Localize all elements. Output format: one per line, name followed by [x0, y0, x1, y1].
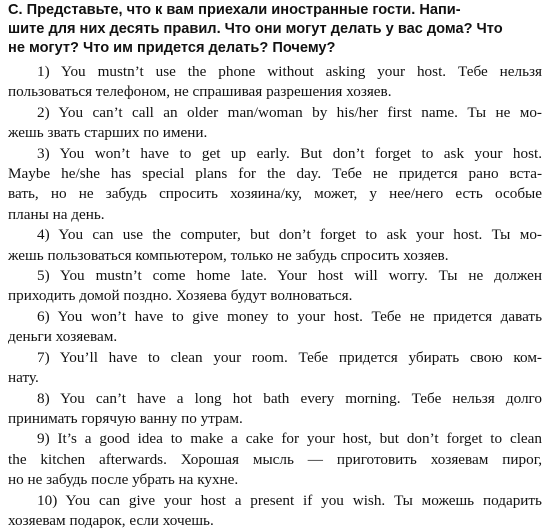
- rule-item-9: [0, 429, 550, 490]
- rule-item-2: [0, 103, 550, 144]
- rule-line: но не забудь после убрать на кухне.: [8, 471, 239, 489]
- rule-line: 7) You’ll have to clean your room. Тебе придется убирать свою ком-: [37, 348, 542, 366]
- rule-item-6: [0, 307, 550, 348]
- rule-line: 9) It’s a good idea to make a cake for your host, but don’t forget to clean: [37, 430, 542, 448]
- task-heading-line: шите для них десять правил. Что они могут делать у вас дома? Что: [8, 21, 503, 37]
- rule-line: деньги хозяевам.: [8, 328, 118, 346]
- rule-line: Maybe he/she has special plans for the day. Тебе не придется рано вста-: [8, 165, 542, 183]
- rule-item-7: [0, 348, 550, 389]
- rule-line: the kitchen afterwards. Хорошая мысль — приготовить хозяевам пирог,: [8, 450, 542, 468]
- rule-line: вать, но не забудь спросить хозяина/ку, может, у нее/него есть особые: [8, 185, 542, 203]
- rule-item-5: [0, 266, 550, 307]
- rule-line: 5) You mustn’t come home late. Your host will worry. Ты не должен: [37, 267, 542, 285]
- rule-item-4: [0, 225, 550, 266]
- rules-list: [0, 62, 550, 531]
- rule-line: принимать горячую ванну по утрам.: [8, 409, 243, 427]
- rule-line: хозяевам подарок, если хочешь.: [8, 511, 214, 529]
- rule-line: жешь пользоваться компьютером, только не забудь спросить хозяев.: [8, 246, 449, 264]
- rule-item-1: [0, 62, 550, 103]
- task-heading-line: С. Представьте, что к вам приехали иностранные гости. Напи-: [8, 2, 461, 18]
- rule-line: 10) You can give your host a present if you wish. Ты можешь подарить: [37, 491, 542, 509]
- rule-line: 2) You can’t call an older man/woman by his/her first name. Ты не мо-: [37, 103, 542, 121]
- rule-line: 4) You can use the computer, but don’t forget to ask your host. Ты мо-: [37, 226, 542, 244]
- rule-line: 3) You won’t have to get up early. But don’t forget to ask your host.: [37, 144, 542, 162]
- rule-line: 6) You won’t have to give money to your host. Тебе не придется давать: [37, 307, 542, 325]
- rule-line: пользоваться телефоном, не спрашивая разрешения хозяев.: [8, 83, 392, 101]
- rule-line: планы на день.: [8, 205, 105, 223]
- task-heading: [8, 1, 542, 58]
- rule-line: приходить домой поздно. Хозяева будут волноваться.: [8, 287, 353, 305]
- rule-line: 1) You mustn’t use the phone without asking your host. Тебе нельзя: [37, 63, 542, 80]
- rule-line: 8) You can’t have a long hot bath every morning. Тебе нельзя долго: [37, 389, 542, 407]
- rule-item-3: [0, 144, 550, 226]
- rule-line: жешь звать старших по имени.: [8, 124, 208, 142]
- task-heading-line: не могут? Что им придется делать? Почему?: [8, 40, 336, 56]
- rule-line: нату.: [8, 369, 39, 387]
- rule-item-8: [0, 389, 550, 430]
